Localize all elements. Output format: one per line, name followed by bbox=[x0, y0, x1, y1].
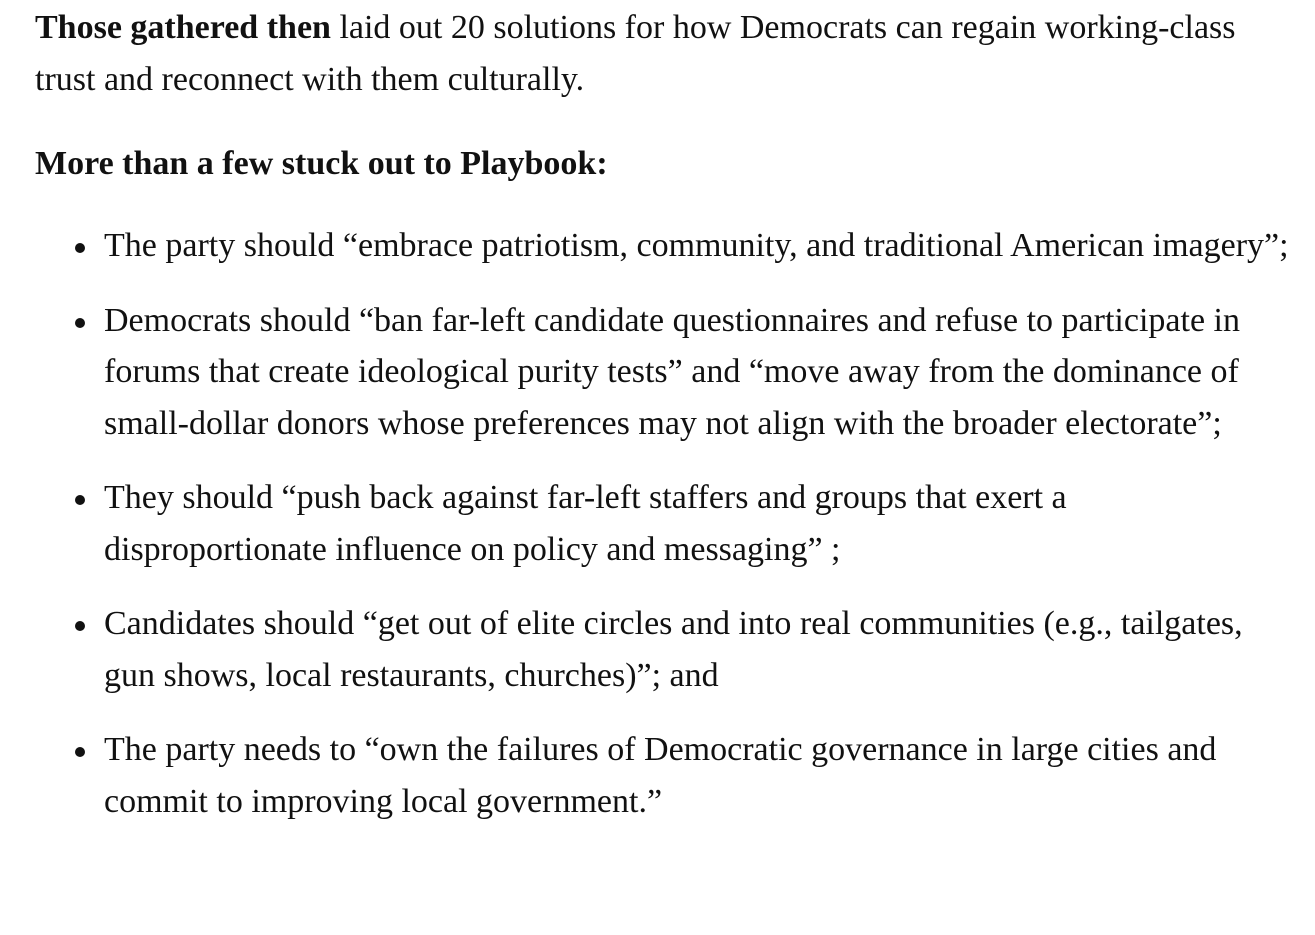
intro-text: laid out 20 solutions for how Democrats can regain working-class trust and reconnect with them culturally. bbox=[35, 9, 1236, 98]
list-item-text: Democrats should “ban far-left candidate questionnaires and refuse to participate in forums that create ideological purity tests” and “move away from the dominance of small-dollar donors whose preferences may not align with the broader electorate”; bbox=[104, 301, 1240, 442]
solutions-list bbox=[35, 220, 1290, 827]
list-item-text: The party needs to “own the failures of Democratic governance in large cities and commit to improving local government.” bbox=[104, 731, 1217, 820]
bullet-icon bbox=[75, 318, 85, 328]
list-item bbox=[35, 295, 1290, 450]
list-item-text: The party should “embrace patriotism, community, and traditional American imagery”; bbox=[104, 227, 1289, 264]
bullet-icon bbox=[75, 495, 85, 505]
list-item bbox=[35, 220, 1290, 272]
bullet-icon bbox=[75, 621, 85, 631]
list-item-text: Candidates should “get out of elite circles and into real communities (e.g., tailgates, gun shows, local restaurants, churches)”; and bbox=[104, 605, 1243, 694]
list-item bbox=[35, 472, 1290, 575]
section-heading: More than a few stuck out to Playbook: bbox=[35, 145, 608, 182]
bullet-icon bbox=[75, 243, 85, 253]
bullet-icon bbox=[75, 747, 85, 757]
intro-lead-bold: Those gathered then bbox=[35, 9, 331, 46]
list-item-text: They should “push back against far-left staffers and groups that exert a disproportionate influence on policy and messaging” ; bbox=[104, 479, 1067, 568]
list-item bbox=[35, 598, 1290, 701]
list-item bbox=[35, 724, 1290, 827]
intro-paragraph bbox=[35, 0, 1290, 106]
